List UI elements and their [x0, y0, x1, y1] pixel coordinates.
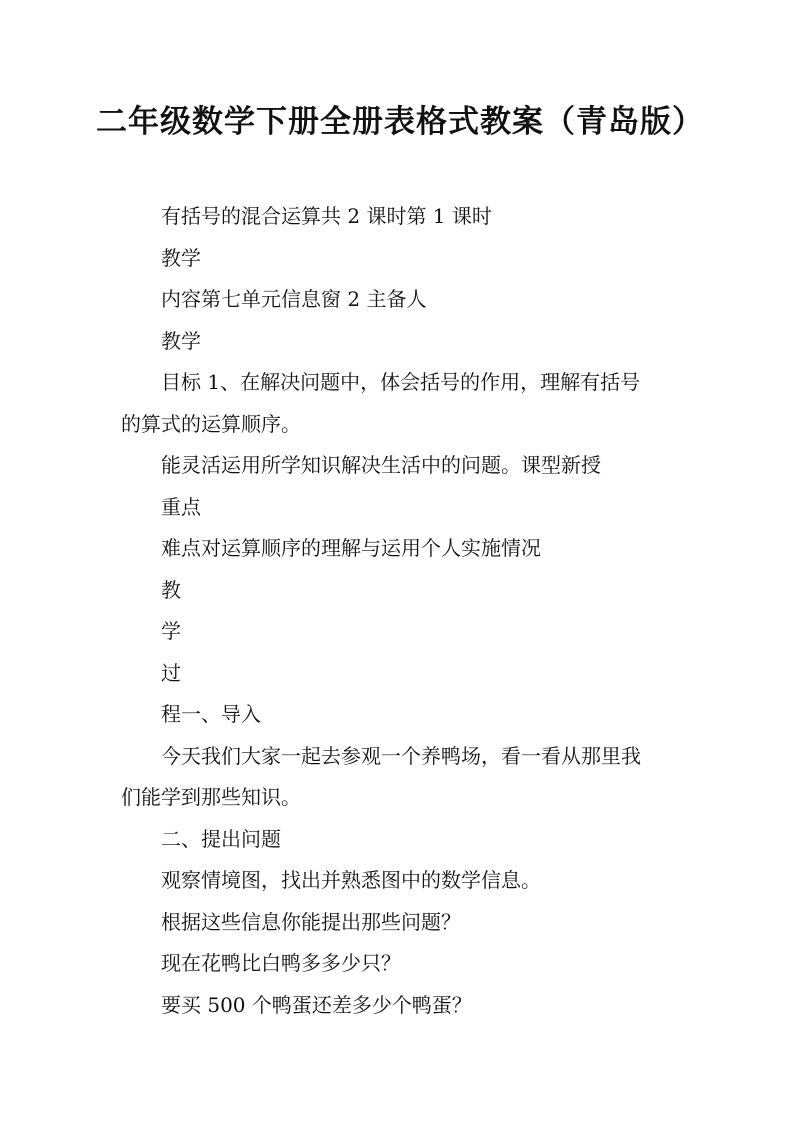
paragraph: 根据这些信息你能提出那些问题？	[161, 909, 461, 934]
paragraph: 教	[161, 577, 181, 602]
paragraph-continuation: 的算式的运算顺序。	[121, 411, 301, 436]
paragraph: 能灵活运用所学知识解决生活中的问题。课型新授	[161, 453, 601, 477]
paragraph: 内容第七单元信息窗 2 主备人	[161, 287, 427, 311]
paragraph: 学	[161, 619, 181, 643]
document-body	[121, 196, 691, 1026]
paragraph: 今天我们大家一起去参观一个养鸭场，看一看从那里我	[161, 743, 641, 768]
document-title: 二年级数学下册全册表格式教案（青岛版）	[96, 104, 704, 140]
paragraph: 现在花鸭比白鸭多多少只？	[161, 951, 401, 975]
paragraph: 观察情境图，找出并熟悉图中的数学信息。	[161, 868, 541, 892]
paragraph: 教学	[161, 328, 201, 353]
paragraph: 程一、导入	[161, 702, 261, 726]
paragraph: 要买 500 个鸭蛋还差多少个鸭蛋？	[161, 992, 472, 1017]
paragraph: 过	[161, 660, 181, 685]
paragraph-continuation: 们能学到那些知识。	[121, 785, 301, 809]
paragraph: 难点对运算顺序的理解与运用个人实施情况	[161, 536, 541, 560]
paragraph: 有括号的混合运算共 2 课时第 1 课时	[161, 204, 492, 228]
paragraph: 重点	[161, 494, 201, 519]
paragraph: 目标 1、在解决问题中，体会括号的作用，理解有括号	[161, 370, 641, 394]
paragraph: 教学	[161, 245, 201, 270]
paragraph: 二、提出问题	[161, 826, 281, 851]
